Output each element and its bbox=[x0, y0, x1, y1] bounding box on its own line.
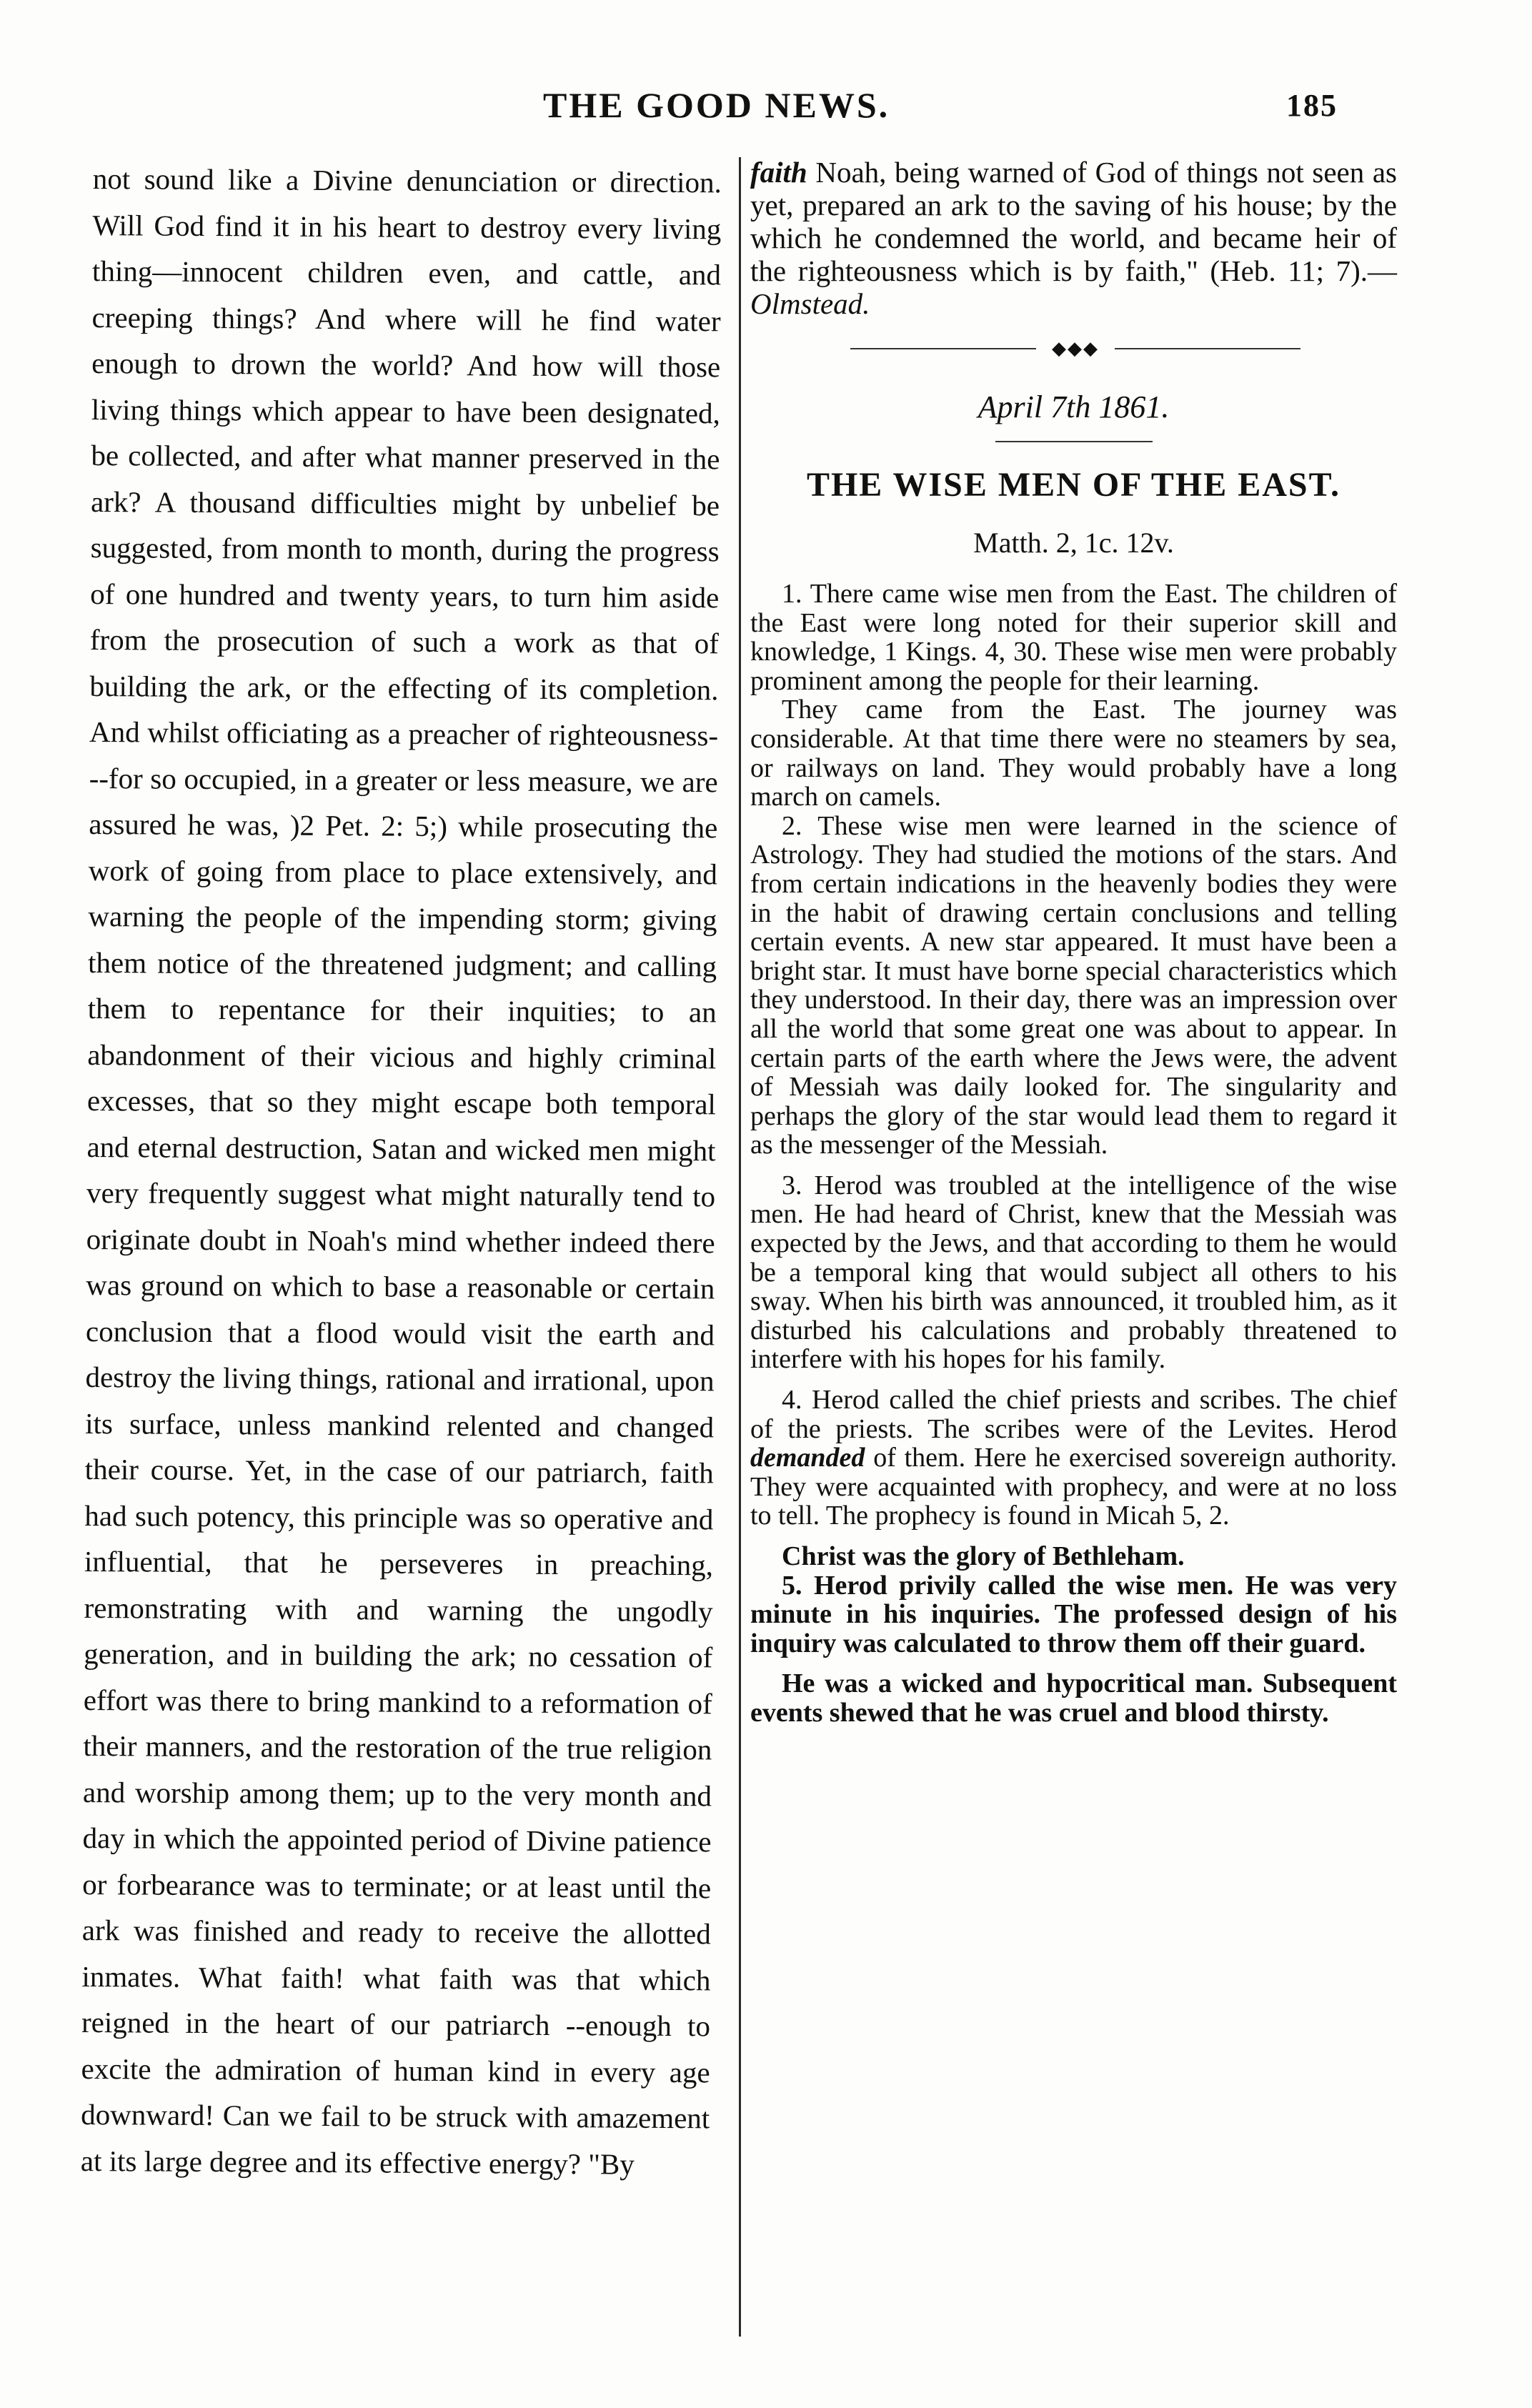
date-rule bbox=[995, 441, 1153, 442]
page-number: 185 bbox=[1286, 88, 1338, 123]
quote-text: Noah, being warned of God of things not seen as yet, prepared an ark to the saving of his house; by the which he condemned the world, and became heir of the righteousness which is by faith," (Heb. 11; 7).— bbox=[750, 156, 1397, 287]
column-divider bbox=[739, 157, 741, 2337]
section-separator bbox=[750, 334, 1397, 363]
separator-line-left bbox=[850, 348, 1036, 349]
quote-author: Olmstead. bbox=[750, 287, 870, 320]
paragraph-2: They came from the East. The journey was considerable. At that time there were no steamers by sea, or railways on land. They would probably have a long march on camels. bbox=[750, 695, 1397, 812]
paragraph-5-end: of them. Here he exercised sovereign authority. They were acquainted with prophecy, and were at no loss to tell. The prophecy is found in Micah 5, 2. bbox=[750, 1443, 1397, 1531]
separator-line-right bbox=[1115, 348, 1300, 349]
paragraph-6: Christ was the glory of Bethleham. bbox=[782, 1541, 1185, 1571]
paragraph-5 bbox=[750, 1385, 1397, 1531]
publication-title: THE GOOD NEWS. bbox=[543, 85, 890, 125]
section-heading: THE WISE MEN OF THE EAST. bbox=[806, 466, 1341, 504]
scripture-reference: Matth. 2, 1c. 12v. bbox=[973, 527, 1174, 559]
separator-ornament: ◆◆◆ bbox=[1052, 338, 1099, 359]
lesson-date: April 7th 1861. bbox=[978, 389, 1170, 424]
faith-word: faith bbox=[750, 156, 807, 189]
running-head bbox=[0, 84, 1532, 134]
paragraph-5-start: 4. Herod called the chief priests and scribes. The chief of the priests. The scribes were of the Levites. Herod bbox=[750, 1385, 1397, 1444]
left-column bbox=[81, 156, 722, 2187]
paragraph-4: 3. Herod was troubled at the intelligence of the wise men. He had heard of Christ, knew that the Messiah was expected by the Jews, and that according to them he would be a temporal king that would subject all others to his sway. When his birth was announced, it troubled him, as it disturbed his calculations and probably threatened to interfere with his hopes for his family. bbox=[750, 1170, 1397, 1375]
paragraph-5-emphasis: demanded bbox=[750, 1443, 865, 1473]
paragraph-1: 1. There came wise men from the East. The children of the East were long noted for their superior skill and knowledge, 1 Kings. 4, 30. These wise men were probably prominent among the people for their learning. bbox=[750, 579, 1397, 696]
paragraph-8: He was a wicked and hypocritical man. Subsequent events shewed that he was cruel and blood thirsty. bbox=[750, 1668, 1397, 1728]
paragraph-3: 2. These wise men were learned in the science of Astrology. They had studied the motions of the stars. And from certain indications in the heavenly bodies they were in the habit of drawing certain conclusions and telling certain events. A new star appeared. It must have been a bright star. It must have borne special characteristics which they understood. In their day, there was an impression over all the world that some great one was about to appear. In certain parts of the earth where the Jews were, the advent of Messiah was daily looked for. The singularity and perhaps the glory of the star would lead them to regard it as the messenger of the Messiah. bbox=[750, 810, 1397, 1160]
olmstead-quote-ending bbox=[750, 156, 1397, 320]
paragraph-7: 5. Herod privily called the wise men. He was very minute in his inquiries. The professed design of his inquiry was calculated to throw them off their guard. bbox=[750, 1570, 1397, 1658]
right-column bbox=[750, 156, 1397, 1728]
left-column-text: not sound like a Divine denunciation or direction. Will God find it in his heart to destroy every living thing—innocent children even, and cattle, and creeping things? And where will he find water enough to drown the world? And how will those living things which appear to have been designated, be collected, and after what manner preserved in the ark? A thousand difficulties might by unbelief be suggested, from month to month, during the progress of one hundred and twenty years, to turn him aside from the prosecution of such a work as that of building the ark, or the effecting of its completion. And whilst officiating as a preacher of righteousness---for so occupied, in a greater or less measure, we are assured he was, )2 Pet. 2: 5;) while prosecuting the work of going from place to place extensively, and warning the people of the impending storm; giving them notice of the threatened judgment; and calling them to repentance for their inquities; to an abandonment of their vicious and highly criminal excesses, that so they might escape both temporal and eternal destruction, Satan and wicked men might very frequently suggest what might naturally tend to originate doubt in Noah's mind whether indeed there was ground on which to base a reasonable or certain conclusion that a flood would visit the earth and destroy the living things, rational and irrational, upon its surface, unless mankind relented and changed their course. Yet, in the case of our patriarch, faith had such potency, this principle was so operative and influential, that he perseveres in preaching, remonstrating with and warning the ungodly generation, and in building the ark; no cessation of effort was there to bring mankind to a reformation of their manners, and the restoration of the true religion and worship among them; up to the very month and day in which the appointed period of Divine patience or forbearance was to terminate; or at least until the ark was finished and ready to receive the allotted inmates. What faith! what faith was that which reigned in the heart of our patriarch --enough to excite the admiration of human kind in every age downward! Can we fail to be struck with amazement at its large degree and its effective energy? "By bbox=[80, 161, 722, 2181]
